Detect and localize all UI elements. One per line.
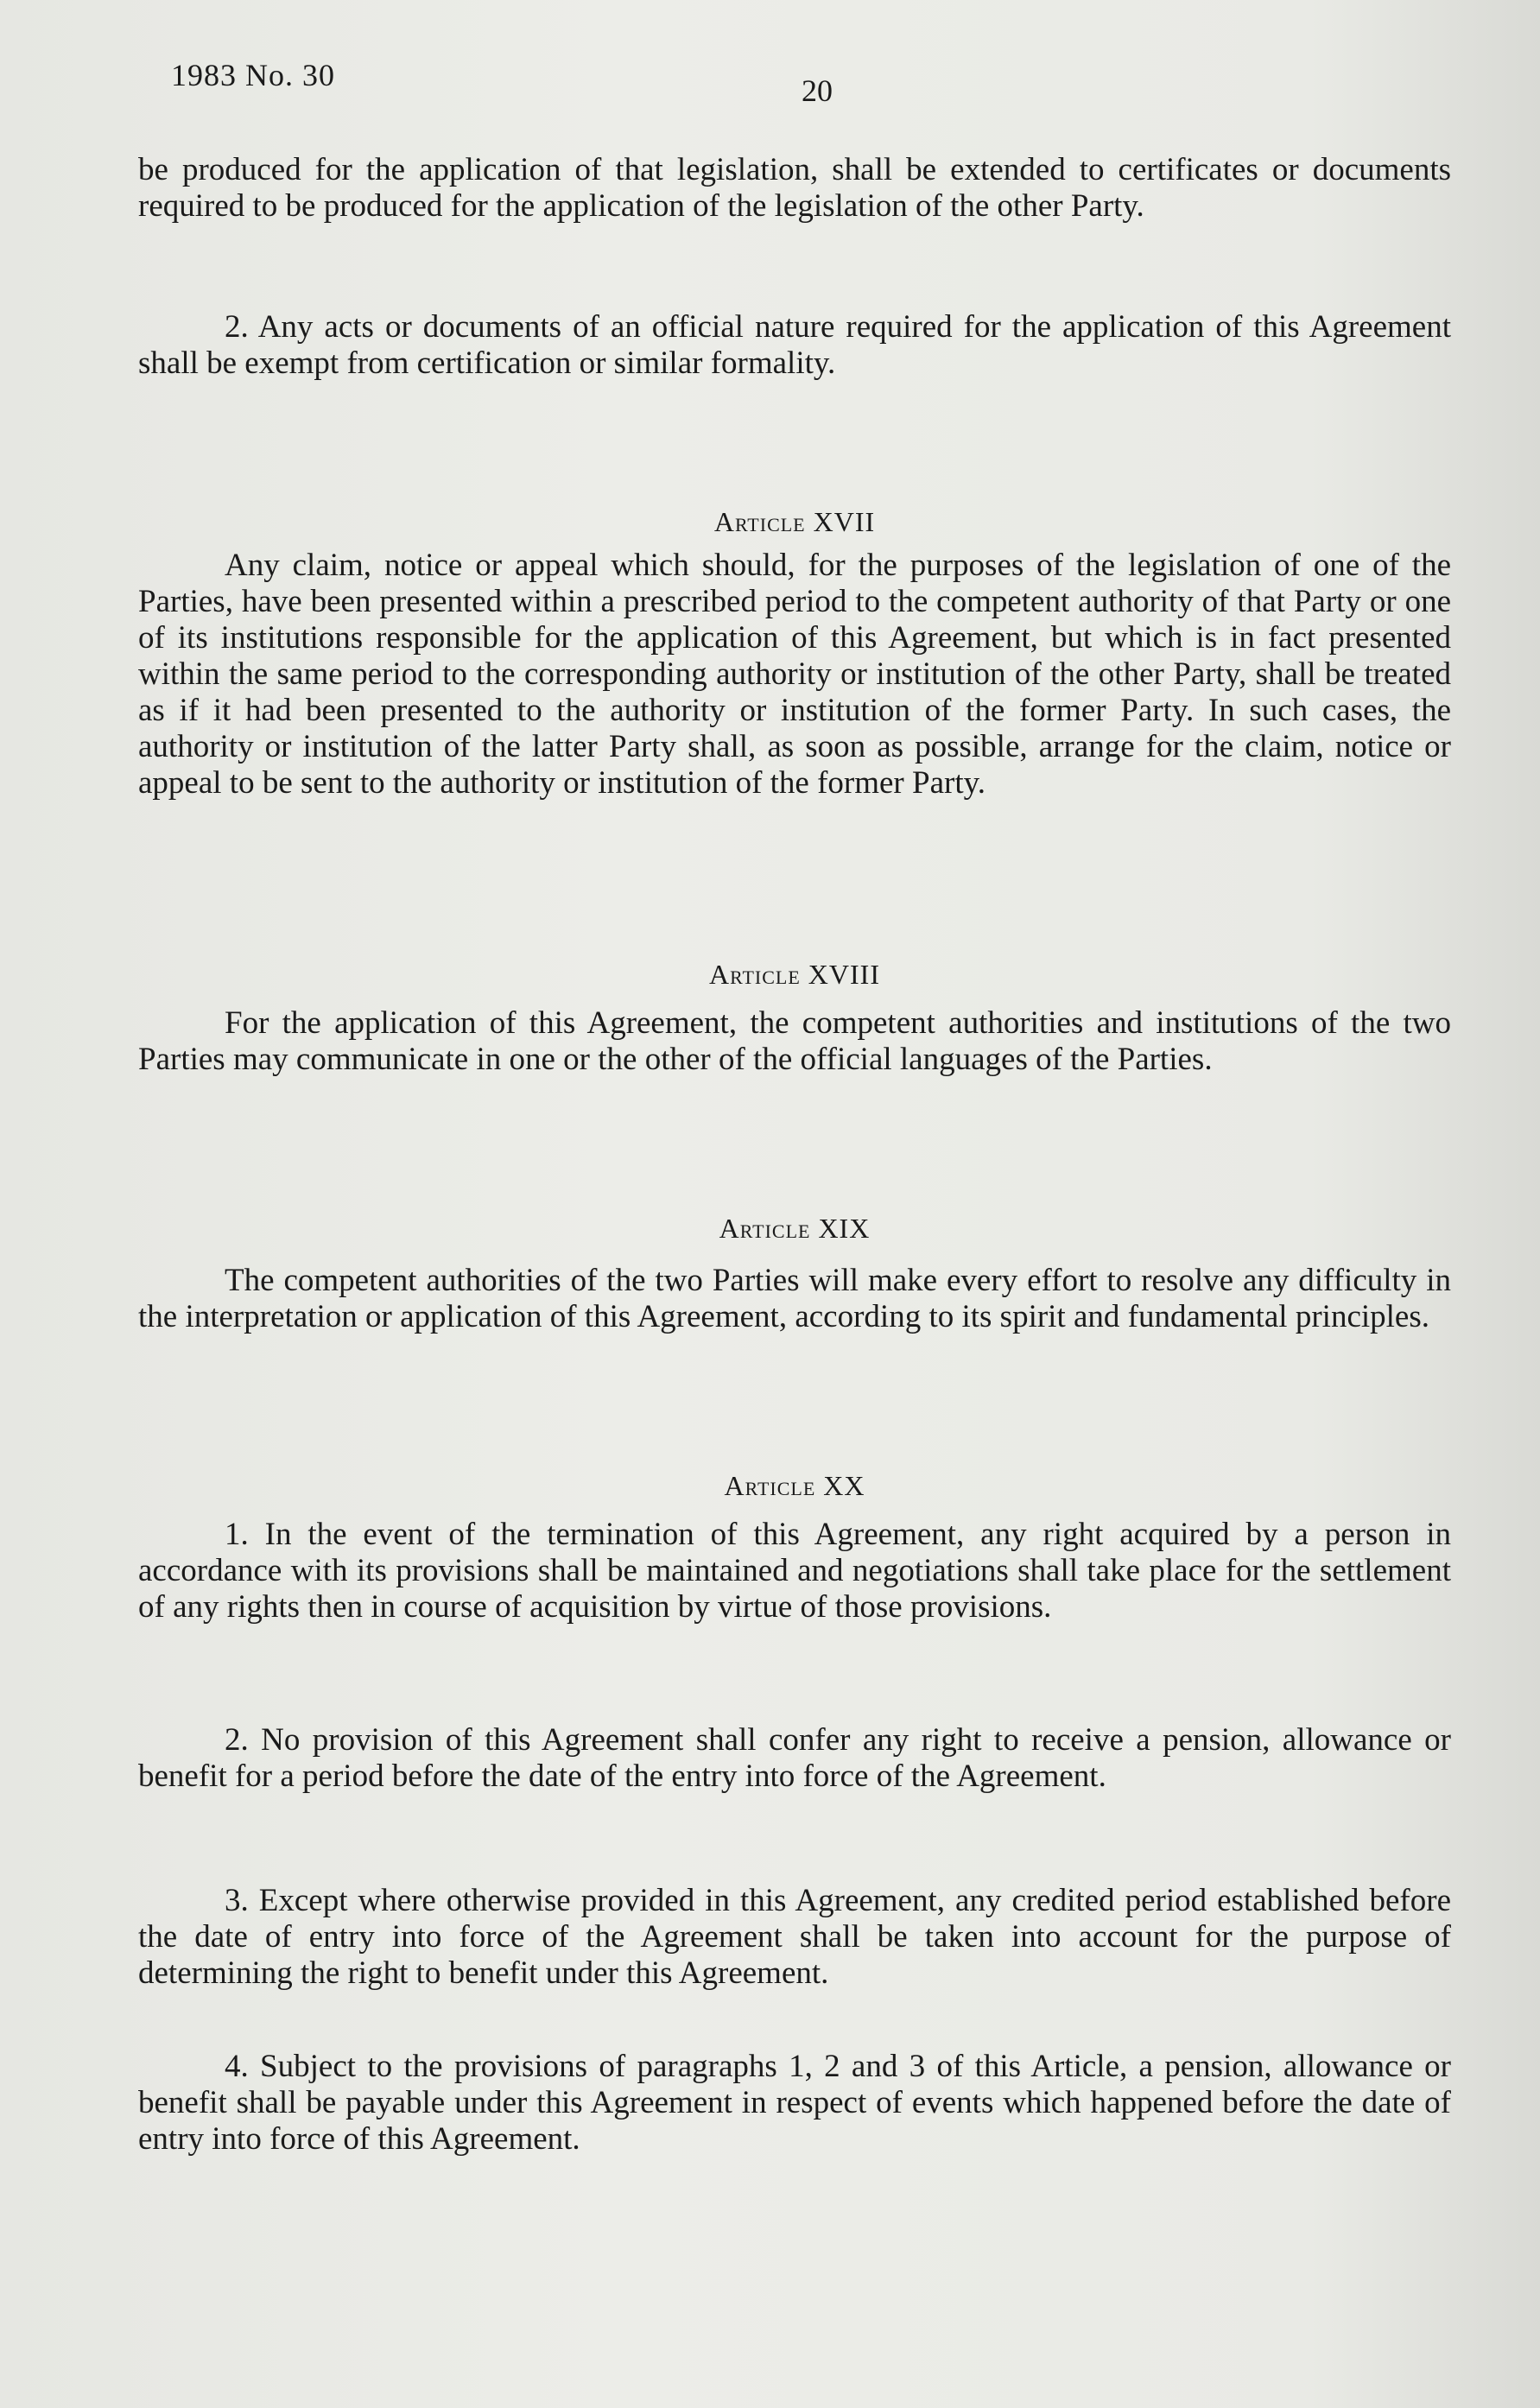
paragraph-2 bbox=[138, 309, 1451, 382]
article-17-body bbox=[138, 548, 1451, 802]
article-19-heading: Article XIX bbox=[719, 1213, 871, 1244]
article-19-body bbox=[138, 1263, 1451, 1335]
page-number: 20 bbox=[802, 73, 833, 108]
article-18-body bbox=[138, 1005, 1451, 1078]
article-18-text: For the application of this Agreement, the competent authorities and institutions of the two Parties may communicate in one or the other of the official languages of the Parties. bbox=[138, 1005, 1451, 1077]
article-20-paragraph-2 bbox=[138, 1722, 1451, 1795]
continuation-paragraph bbox=[138, 152, 1451, 225]
article-19-text: The competent authorities of the two Parties will make every effort to resolve any difficulty in the interpretation or application of this Agreement, according to its spirit and fundamental principles. bbox=[138, 1263, 1451, 1334]
article-20-p4-text: 4. Subject to the provisions of paragraphs 1, 2 and 3 of this Article, a pension, allowance or benefit shall be payable under this Agreement in respect of events which happened before the date of entry into force of this Agreement. bbox=[138, 2049, 1451, 2157]
continuation-text: be produced for the application of that legislation, shall be extended to certificates or documents required to be produced for the application of the legislation of the other Party. bbox=[138, 152, 1451, 224]
article-17-text: Any claim, notice or appeal which should, for the purposes of the legislation of one of the Parties, have been presented within a prescribed period to the competent authority of that Party or one of its institutions responsible for the application of this Agreement, but which is in fact presented within the same period to the corresponding authority or institution of the other Party, shall be treated as if it had been presented to the authority or institution of the former Party. In such cases, the authority or institution of the latter Party shall, as soon as possible, arrange for the claim, notice or appeal to be sent to the authority or institution of the former Party. bbox=[138, 548, 1451, 801]
article-18-heading: Article XVIII bbox=[709, 959, 880, 990]
article-20-p1-text: 1. In the event of the termination of this Agreement, any right acquired by a person in accordance with its provisions shall be maintained and negotiations shall take place for the settlement of any rights then in course of acquisition by virtue of those provisions. bbox=[138, 1517, 1451, 1625]
article-20-p3-text: 3. Except where otherwise provided in this Agreement, any credited period established before the date of entry into force of the Agreement shall be taken into account for the purpose of determining the right to benefit under this Agreement. bbox=[138, 1883, 1451, 1991]
article-20-paragraph-3 bbox=[138, 1883, 1451, 1992]
document-reference: 1983 No. 30 bbox=[171, 58, 335, 92]
article-17-heading: Article XVII bbox=[713, 506, 876, 537]
article-20-p2-text: 2. No provision of this Agreement shall confer any right to receive a pension, allowance or benefit for a period before the date of the entry into force of the Agreement. bbox=[138, 1722, 1451, 1794]
article-20-heading: Article XX bbox=[724, 1470, 865, 1501]
article-20-paragraph-4 bbox=[138, 2049, 1451, 2158]
paragraph-2-text: 2. Any acts or documents of an official nature required for the application of this Agreement shall be exempt from certification or similar formality. bbox=[138, 309, 1451, 381]
article-20-paragraph-1 bbox=[138, 1517, 1451, 1625]
